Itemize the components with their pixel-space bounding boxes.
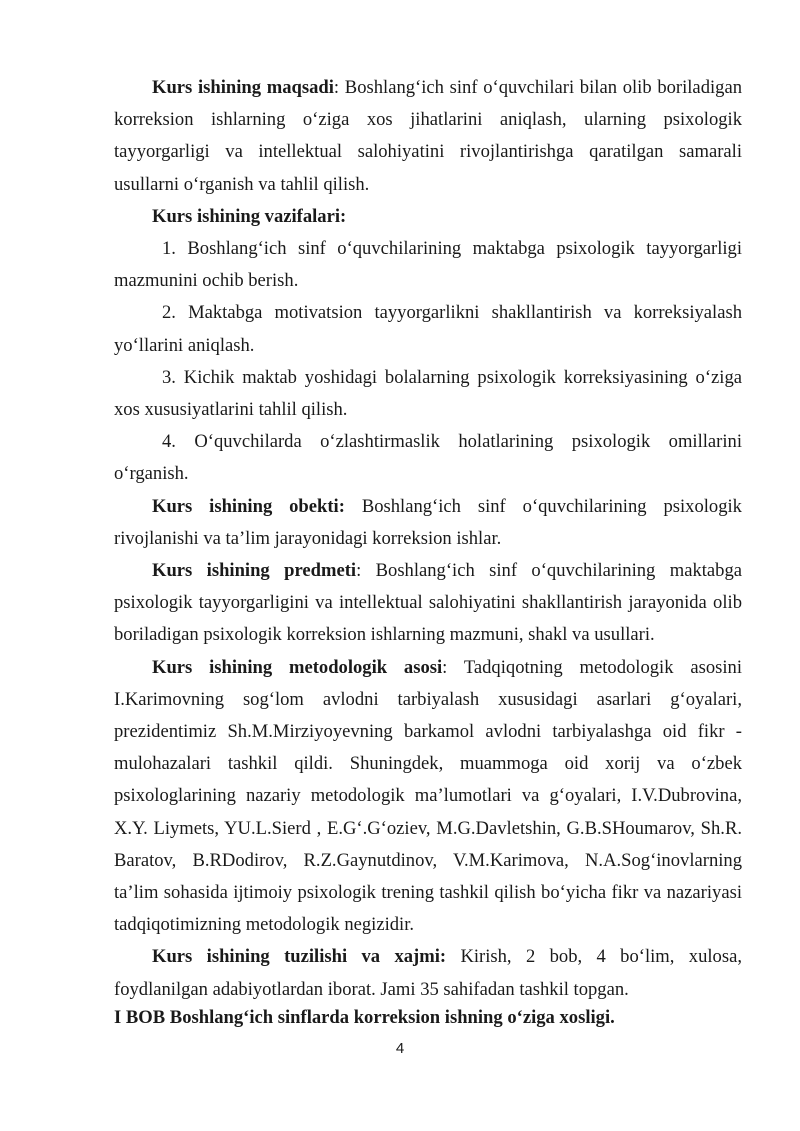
text-obekti: Boshlang‘ich sinf o‘quvchilarining psixologik rivojlanishi va ta’lim jarayonidagi korreksion ishlar. (114, 495, 742, 549)
paragraph-maqsadi (114, 72, 742, 201)
paragraph-obekti (114, 491, 742, 555)
label-obekti: Kurs ishining obekti: (152, 495, 345, 517)
text-item-4: 4. O‘quvchilarda o‘zlashtirmaslik holatlarining psixologik omillarini o‘rganish. (114, 431, 742, 485)
label-maqsadi: Kurs ishining maqsadi (152, 77, 334, 98)
list-item-1 (114, 233, 742, 297)
chapter-heading: I BOB Boshlang‘ich sinflarda korreksion ishning o‘ziga xosligi. (114, 1006, 615, 1028)
paragraph-tuzilishi (114, 941, 742, 1005)
label-predmeti: Kurs ishining predmeti (152, 560, 357, 582)
label-tuzilishi: Kurs ishining tuzilishi va xajmi: (152, 946, 447, 968)
text-item-2: 2. Maktabga motivatsion tayyorgarlikni shakllantirish va korreksiyalash yo‘llarini aniqlash. (114, 302, 742, 356)
text-predmeti: Boshlang‘ich sinf o‘quvchilarining maktabga psixologik tayyorgarligini va intellektual salohiyatini shakllantirish jarayonida olib boriladigan psixologik korreksion ishlarning mazmuni, shakl va usullari. (114, 560, 743, 646)
text-metodologik: Tadqiqotning metodologik asosini I.Karimovning sog‘lom avlodni tarbiyalash xususidagi asarlari g‘oyalari, prezidentimiz Sh.M.Mirziyoyevning barkamol avlodni tarbiyalashga oid fikr -mulohazalari tashkil qildi. Shuningdek, muammoga oid xorij va o‘zbek psixologlarining nazariy metodologik ma’lumotlari va g‘oyalari, I.V.Dubrovina, X.Y. Liymets, YU.L.Sierd , E.G‘.G‘oziev, M.G.Davletshin, G.B.SHoumarov, Sh.R. Baratov, B.RDodirov, R.Z.Gaynutdinov, V.M.Karimova, N.A.Sog‘inovlarning ta’lim sohasida ijtimoiy psixologik trening tashkil qilish bo‘yicha fikr va nazariyasi tadqiqotimizning metodologik negizidir. (114, 656, 742, 936)
sep-maqsadi: : (333, 77, 340, 98)
paragraph-predmeti (114, 555, 742, 652)
sep-metodologik: : (442, 656, 448, 678)
paragraph-metodologik (114, 652, 742, 942)
paragraph-vazifalari (114, 201, 742, 233)
text-item-1: 1. Boshlang‘ich sinf o‘quvchilarining maktabga psixologik tayyorgarligi mazmunini ochib berish. (114, 238, 742, 292)
text-maqsadi: Boshlang‘ich sinf o‘quvchilari bilan olib boriladigan korreksion ishlarning o‘ziga xos jihatlarini aniqlash, ularning psixologik tayyorgarligi va intellektual salohiyatini rivojlantirishga qaratilgan samarali usullarni o‘rganish va tahlil qilish. (114, 77, 742, 195)
sep-predmeti: : (356, 560, 362, 582)
document-body (114, 72, 742, 1030)
text-tuzilishi: Kirish, 2 bob, 4 bo‘lim, xulosa, foydlanilgan adabiyotlardan iborat. Jami 35 sahifadan tashkil topgan. (114, 946, 742, 1000)
page-number: 4 (395, 1040, 405, 1057)
label-vazifalari: Kurs ishining vazifalari: (152, 205, 347, 227)
label-metodologik: Kurs ishining metodologik asosi (152, 656, 443, 678)
list-item-4 (114, 426, 742, 490)
list-item-3 (114, 362, 742, 426)
list-item-2 (114, 297, 742, 361)
text-item-3: 3. Kichik maktab yoshidagi bolalarning psixologik korreksiyasining o‘ziga xos xususiyatlarini tahlil qilish. (114, 366, 742, 421)
